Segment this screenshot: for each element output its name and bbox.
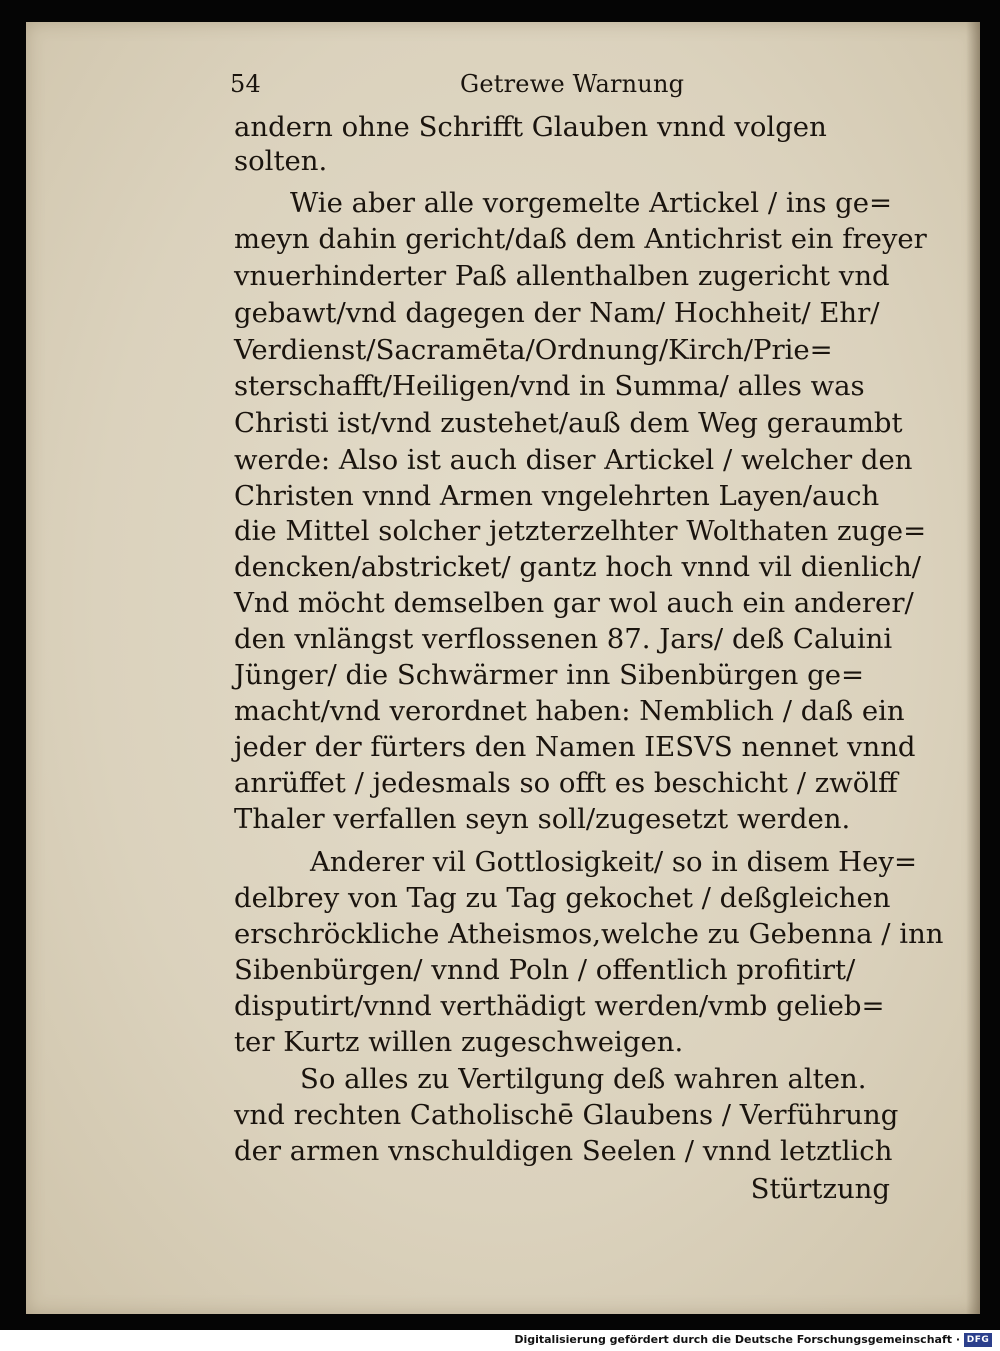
text-line: Wie aber alle vorgemelte Artickel / ins ge= [290,187,893,219]
text-line: Christi ist/vnd zustehet/auß dem Weg geraumbt [234,407,903,439]
funding-notice: Digitalisierung gefördert durch die Deutsche Forschungsgemeinschaft · [514,1333,960,1346]
text-line: Jünger/ die Schwärmer inn Sibenbürgen ge= [234,659,865,691]
page-number: 54 [230,70,261,98]
text-line: den vnlängst verflossenen 87. Jars/ deß Caluini [234,623,893,655]
text-line: Thaler verfallen seyn soll/zugesetzt werden. [234,803,851,835]
dfg-logo: DFG [964,1333,992,1347]
text-line: ter Kurtz willen zugeschweigen. [234,1026,684,1058]
text-line: gebawt/vnd dagegen der Nam/ Hochheit/ Ehr/ [234,297,880,329]
text-line: der armen vnschuldigen Seelen / vnnd letztlich [234,1135,893,1167]
text-line: vnuerhinderter Paß allenthalben zugericht vnd [234,260,890,292]
text-line: anrüffet / jedesmals so offt es beschicht / zwölff [234,767,898,799]
text-line: Christen vnnd Armen vngelehrten Layen/auch [234,480,880,512]
text-line: erschröckliche Atheismos,welche zu Gebenna / inn [234,918,944,950]
text-line: werde: Also ist auch diser Artickel / welcher den [234,444,913,476]
text-line: delbrey von Tag zu Tag gekochet / deßgleichen [234,882,891,914]
text-line: Anderer vil Gottlosigkeit/ so in disem Hey= [310,846,918,878]
text-line: sterschafft/Heiligen/vnd in Summa/ alles was [234,370,865,402]
page-edge-shadow [966,22,980,1314]
text-line: meyn dahin gericht/daß dem Antichrist ein freyer [234,223,927,255]
text-line: solten. [234,145,328,177]
text-line: andern ohne Schrifft Glauben vnnd volgen [234,111,827,143]
text-line: Verdienst/Sacramēta/Ordnung/Kirch/Prie= [234,334,833,366]
text-line: die Mittel solcher jetzterzelhter Wolthaten zuge= [234,515,927,547]
text-line: dencken/abstricket/ gantz hoch vnnd vil dienlich/ [234,551,922,583]
text-line: vnd rechten Catholischē Glaubens / Verführung [234,1099,899,1131]
text-line: disputirt/vnnd verthädigt werden/vmb gelieb= [234,990,885,1022]
footer-bar [0,1330,1000,1351]
text-line: macht/vnd verordnet haben: Nemblich / daß ein [234,695,905,727]
running-title: Getrewe Warnung [460,70,685,98]
text-line: Vnd möcht demselben gar wol auch ein anderer/ [234,587,914,619]
catchword: Stürtzung [750,1173,890,1205]
text-line: So alles zu Vertilgung deß wahren alten. [300,1063,867,1095]
text-line: jeder der fürters den Namen IESVS nennet vnnd [234,731,916,763]
text-line: Sibenbürgen/ vnnd Poln / offentlich profitirt/ [234,954,856,986]
